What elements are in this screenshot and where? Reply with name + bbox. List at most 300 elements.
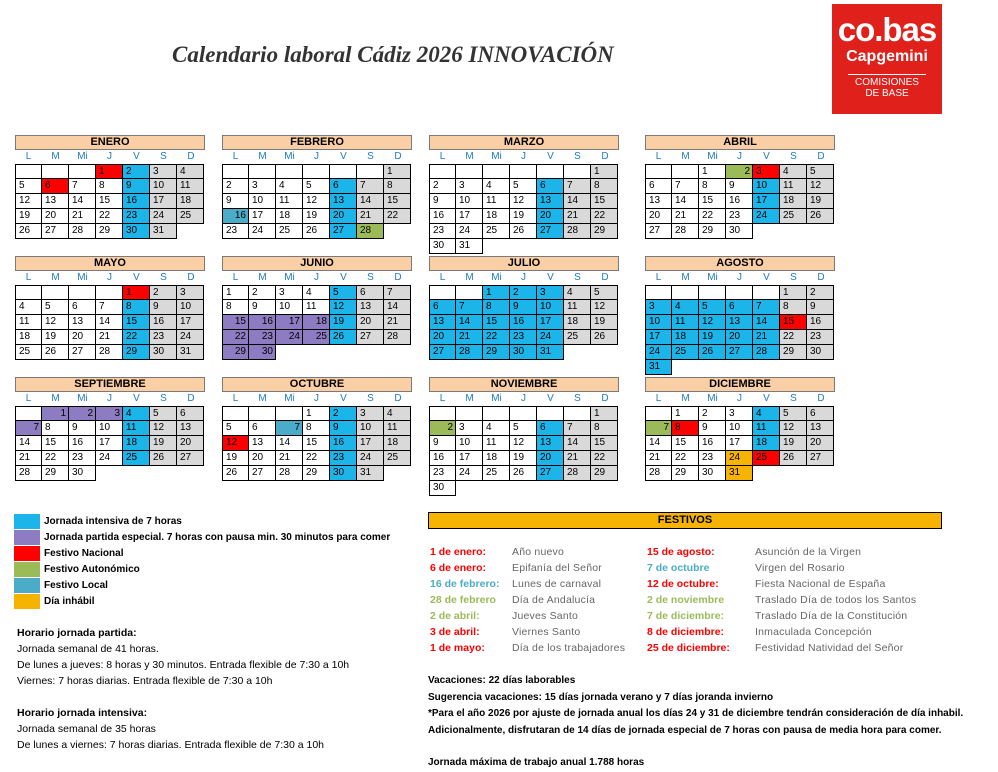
day-cell: 8 — [699, 179, 726, 194]
day-cell: 15 — [591, 436, 618, 451]
day-cell: 16 — [249, 315, 276, 330]
day-cell: 20 — [330, 209, 357, 224]
week-row — [15, 451, 205, 466]
day-cell: 23 — [69, 451, 96, 466]
month-name: MARZO — [429, 135, 619, 150]
day-cell: 24 — [456, 466, 483, 481]
day-cell: 30 — [330, 466, 357, 481]
day-cell: 5 — [15, 179, 42, 194]
day-cell: 17 — [357, 436, 384, 451]
day-cell: 25 — [780, 209, 807, 224]
day-cell: 15 — [591, 194, 618, 209]
day-cell: 3 — [276, 285, 303, 300]
day-cell: 7 — [384, 285, 411, 300]
week-row — [15, 224, 205, 239]
month-name: DICIEMBRE — [645, 377, 835, 392]
day-cell: 4 — [753, 406, 780, 421]
festivo-item: 25 de diciembre: Festividad Natividad del Señor — [647, 642, 904, 654]
day-cell: 8 — [591, 179, 618, 194]
day-cell: 26 — [591, 330, 618, 345]
day-cell: 23 — [429, 466, 456, 481]
day-cell: 22 — [672, 451, 699, 466]
day-cell: 18 — [780, 194, 807, 209]
week-row — [645, 300, 835, 315]
week-row — [429, 239, 619, 254]
day-cell: 5 — [510, 421, 537, 436]
day-cell: 24 — [150, 209, 177, 224]
week-row — [222, 436, 412, 451]
day-cell: 19 — [807, 194, 834, 209]
day-cell: 26 — [303, 224, 330, 239]
day-cell: 12 — [303, 194, 330, 209]
day-cell: 7 — [276, 421, 303, 436]
day-cell: 13 — [726, 315, 753, 330]
month-junio — [222, 256, 412, 360]
week-row — [645, 194, 835, 209]
day-cell: 23 — [222, 224, 249, 239]
day-cell: 11 — [15, 315, 42, 330]
day-cell: 9 — [699, 421, 726, 436]
day-cell: 5 — [591, 285, 618, 300]
notes: Vacaciones: 22 días laborables Sugerencia vacaciones: 15 días jornada verano y 7 días joranda invierno *Para el año 2026 por ajuste de jornada anual los días 24 y 31 de diciembre tendrán consideración de día inhabil. Adicionalmente, disfrutaran de 14 días de jornada especial de 7 horas con pausa de media hora para comer. Jornada máxima de trabajo anual 1.788 horas — [428, 675, 964, 768]
day-cell: 7 — [564, 179, 591, 194]
week-row — [429, 194, 619, 209]
day-cell: 5 — [780, 406, 807, 421]
day-cell: 5 — [510, 179, 537, 194]
month-noviembre — [429, 377, 619, 496]
week-row — [429, 315, 619, 330]
day-cell: 16 — [726, 194, 753, 209]
day-cell: 9 — [222, 194, 249, 209]
day-cell: 16 — [150, 315, 177, 330]
day-cell: 20 — [807, 436, 834, 451]
day-cell: 29 — [591, 224, 618, 239]
weekday-header: L M Mi J V S D — [232, 272, 402, 283]
week-row — [429, 330, 619, 345]
day-cell: 1 — [591, 406, 618, 421]
day-cell: 7 — [672, 179, 699, 194]
festivo-item: 8 de diciembre: Inmaculada Concepción — [647, 626, 872, 638]
day-cell: 31 — [726, 466, 753, 481]
day-cell: 7 — [753, 300, 780, 315]
day-cell: 13 — [177, 421, 204, 436]
day-cell: 7 — [645, 421, 672, 436]
month-name: JULIO — [429, 256, 619, 271]
day-cell: 9 — [726, 179, 753, 194]
day-cell: 26 — [330, 330, 357, 345]
day-cell: 18 — [483, 451, 510, 466]
day-cell: 31 — [456, 239, 483, 254]
day-cell: 27 — [42, 224, 69, 239]
festivo-item: 2 de noviembre Traslado Día de todos los Santos — [647, 594, 917, 606]
day-cell: 26 — [150, 451, 177, 466]
festivo-item: 12 de octubre: Fiesta Nacional de España — [647, 578, 886, 590]
week-row — [15, 466, 205, 481]
day-cell: 6 — [249, 421, 276, 436]
day-cell: 27 — [537, 466, 564, 481]
day-cell: 3 — [753, 164, 780, 179]
day-cell: 5 — [699, 300, 726, 315]
day-cell: 29 — [699, 224, 726, 239]
day-cell: 3 — [150, 164, 177, 179]
day-cell: 8 — [780, 300, 807, 315]
day-cell: 2 — [222, 179, 249, 194]
week-row — [15, 194, 205, 209]
day-cell: 12 — [150, 421, 177, 436]
day-cell: 5 — [150, 406, 177, 421]
day-cell: 6 — [807, 406, 834, 421]
week-row — [15, 330, 205, 345]
day-cell: 26 — [222, 466, 249, 481]
week-row — [645, 466, 835, 481]
day-cell: 25 — [15, 345, 42, 360]
week-row — [222, 194, 412, 209]
day-cell: 21 — [753, 330, 780, 345]
day-cell: 4 — [303, 285, 330, 300]
day-cell: 27 — [249, 466, 276, 481]
day-cell: 9 — [249, 300, 276, 315]
day-cell: 26 — [807, 209, 834, 224]
day-cell: 10 — [645, 315, 672, 330]
day-cell: 11 — [483, 194, 510, 209]
day-cell: 6 — [429, 300, 456, 315]
day-cell: 19 — [330, 315, 357, 330]
week-row — [429, 421, 619, 436]
day-cell: 11 — [384, 421, 411, 436]
day-cell: 18 — [483, 209, 510, 224]
day-cell: 29 — [96, 224, 123, 239]
week-row — [429, 209, 619, 224]
festivo-item: 6 de enero: Epifanía del Señor — [430, 562, 602, 574]
day-cell: 27 — [429, 345, 456, 360]
month-name: NOVIEMBRE — [429, 377, 619, 392]
legend-item: Festivo Nacional — [14, 545, 390, 561]
day-cell: 24 — [249, 224, 276, 239]
day-cell: 4 — [483, 179, 510, 194]
day-cell: 4 — [564, 285, 591, 300]
day-cell: 17 — [726, 436, 753, 451]
day-cell: 6 — [357, 285, 384, 300]
day-cell: 30 — [69, 466, 96, 481]
day-cell: 12 — [807, 179, 834, 194]
day-cell: 3 — [645, 300, 672, 315]
day-cell: 2 — [807, 285, 834, 300]
day-cell: 21 — [384, 315, 411, 330]
week-row — [15, 406, 205, 421]
day-cell: 4 — [15, 300, 42, 315]
day-cell: 6 — [69, 300, 96, 315]
day-cell: 5 — [303, 179, 330, 194]
day-cell: 20 — [537, 451, 564, 466]
festivo-item: 1 de enero: Año nuevo — [430, 546, 565, 558]
weekday-header: L M Mi J V S D — [232, 151, 402, 162]
day-cell: 24 — [645, 345, 672, 360]
week-row — [645, 224, 835, 239]
day-cell: 14 — [96, 315, 123, 330]
day-cell: 15 — [384, 194, 411, 209]
day-cell: 18 — [177, 194, 204, 209]
day-cell: 27 — [645, 224, 672, 239]
day-cell: 6 — [177, 406, 204, 421]
day-cell: 1 — [672, 406, 699, 421]
day-cell: 20 — [69, 330, 96, 345]
day-cell: 4 — [177, 164, 204, 179]
festivo-item: 7 de octubre Virgen del Rosario — [647, 562, 845, 574]
day-cell: 25 — [483, 466, 510, 481]
day-cell: 22 — [303, 451, 330, 466]
week-row — [15, 436, 205, 451]
day-cell: 11 — [672, 315, 699, 330]
day-cell: 11 — [276, 194, 303, 209]
day-cell: 19 — [150, 436, 177, 451]
day-cell: 17 — [249, 209, 276, 224]
day-cell: 20 — [42, 209, 69, 224]
day-cell: 24 — [96, 451, 123, 466]
day-cell: 30 — [123, 224, 150, 239]
day-cell: 10 — [249, 194, 276, 209]
day-cell: 9 — [69, 421, 96, 436]
day-cell: 21 — [672, 209, 699, 224]
day-cell: 10 — [456, 194, 483, 209]
day-cell: 26 — [15, 224, 42, 239]
day-cell: 28 — [564, 466, 591, 481]
day-cell: 14 — [672, 194, 699, 209]
day-cell: 6 — [42, 179, 69, 194]
day-cell: 9 — [429, 436, 456, 451]
legend — [14, 513, 390, 609]
day-cell: 16 — [429, 209, 456, 224]
day-cell: 8 — [96, 179, 123, 194]
day-cell: 22 — [384, 209, 411, 224]
day-cell: 22 — [591, 209, 618, 224]
week-row — [222, 300, 412, 315]
day-cell: 20 — [726, 330, 753, 345]
day-cell: 1 — [123, 285, 150, 300]
day-cell: 17 — [456, 209, 483, 224]
day-cell: 22 — [591, 451, 618, 466]
day-cell: 29 — [672, 466, 699, 481]
week-row — [15, 164, 205, 179]
week-row — [645, 406, 835, 421]
day-cell: 8 — [483, 300, 510, 315]
day-cell: 27 — [807, 451, 834, 466]
day-cell: 17 — [96, 436, 123, 451]
day-cell: 27 — [726, 345, 753, 360]
day-cell: 19 — [591, 315, 618, 330]
day-cell: 13 — [69, 315, 96, 330]
weekday-header: L M Mi J V S D — [439, 151, 609, 162]
week-row — [645, 164, 835, 179]
day-cell: 11 — [123, 421, 150, 436]
day-cell: 9 — [150, 300, 177, 315]
day-cell: 17 — [645, 330, 672, 345]
month-name: FEBRERO — [222, 135, 412, 150]
day-cell: 12 — [42, 315, 69, 330]
day-cell: 22 — [780, 330, 807, 345]
day-cell: 4 — [483, 421, 510, 436]
day-cell: 25 — [483, 224, 510, 239]
day-cell: 2 — [249, 285, 276, 300]
day-cell: 12 — [330, 300, 357, 315]
day-cell: 17 — [456, 451, 483, 466]
legend-item: Jornada intensiva de 7 horas — [14, 513, 390, 529]
day-cell: 12 — [780, 421, 807, 436]
day-cell: 15 — [483, 315, 510, 330]
day-cell: 12 — [510, 436, 537, 451]
day-cell: 15 — [123, 315, 150, 330]
week-row — [429, 451, 619, 466]
day-cell: 29 — [123, 345, 150, 360]
day-cell: 26 — [780, 451, 807, 466]
month-agosto — [645, 256, 835, 375]
day-cell: 8 — [303, 421, 330, 436]
logo-line4: DE BASE — [865, 88, 909, 99]
month-name: ENERO — [15, 135, 205, 150]
day-cell: 21 — [15, 451, 42, 466]
day-cell: 6 — [645, 179, 672, 194]
day-cell: 23 — [330, 451, 357, 466]
day-cell: 26 — [510, 466, 537, 481]
day-cell: 28 — [564, 224, 591, 239]
day-cell: 15 — [699, 194, 726, 209]
day-cell: 21 — [96, 330, 123, 345]
day-cell: 31 — [645, 360, 672, 375]
day-cell: 10 — [726, 421, 753, 436]
day-cell: 6 — [537, 421, 564, 436]
day-cell: 30 — [249, 345, 276, 360]
weekday-header: L M Mi J V S D — [439, 393, 609, 404]
day-cell: 22 — [123, 330, 150, 345]
day-cell: 11 — [753, 421, 780, 436]
day-cell: 20 — [537, 209, 564, 224]
week-row — [429, 436, 619, 451]
festivo-item: 2 de abril: Jueves Santo — [430, 610, 579, 622]
day-cell: 16 — [510, 315, 537, 330]
week-row — [222, 345, 412, 360]
day-cell: 10 — [357, 421, 384, 436]
day-cell: 20 — [177, 436, 204, 451]
festivos-header: FESTIVOS — [428, 512, 942, 529]
day-cell: 13 — [357, 300, 384, 315]
day-cell: 21 — [276, 451, 303, 466]
day-cell: 25 — [672, 345, 699, 360]
day-cell: 3 — [456, 421, 483, 436]
day-cell: 28 — [69, 224, 96, 239]
day-cell: 30 — [699, 466, 726, 481]
logo-line2: Capgemini — [846, 48, 928, 65]
day-cell: 11 — [177, 179, 204, 194]
day-cell: 2 — [150, 285, 177, 300]
day-cell: 25 — [276, 224, 303, 239]
day-cell: 3 — [357, 406, 384, 421]
festivo-item: 15 de agosto: Asunción de la Virgen — [647, 546, 862, 558]
festivo-item: 28 de febrero Día de Andalucía — [430, 594, 596, 606]
day-cell: 31 — [150, 224, 177, 239]
day-cell: 29 — [780, 345, 807, 360]
week-row — [15, 345, 205, 360]
month-julio — [429, 256, 619, 360]
week-row — [222, 285, 412, 300]
day-cell: 10 — [96, 421, 123, 436]
day-cell: 5 — [330, 285, 357, 300]
week-row — [645, 360, 835, 375]
week-row — [429, 224, 619, 239]
weekday-header: L M Mi J V S D — [25, 393, 195, 404]
month-septiembre — [15, 377, 205, 481]
day-cell: 10 — [537, 300, 564, 315]
day-cell: 24 — [357, 451, 384, 466]
day-cell: 22 — [699, 209, 726, 224]
weekday-header: L M Mi J V S D — [655, 272, 825, 283]
day-cell: 7 — [564, 421, 591, 436]
week-row — [429, 466, 619, 481]
day-cell: 3 — [96, 406, 123, 421]
week-row — [645, 209, 835, 224]
day-cell: 21 — [357, 209, 384, 224]
week-row — [429, 406, 619, 421]
day-cell: 6 — [726, 300, 753, 315]
horario-partida: Horario jornada partida: Jornada semanal de 41 horas. De lunes a jueves: 8 horas y 30 minutos. Entrada flexible de 7:30 a 10h Viernes: 7 horas diarias. Entrada flexible de 7:30 a 10h — [17, 627, 350, 687]
page-title: Calendario laboral Cádiz 2026 INNOVACIÓN — [172, 42, 614, 67]
festivo-item: 7 de diciembre: Traslado Día de la Constitución — [647, 610, 908, 622]
day-cell: 21 — [564, 209, 591, 224]
day-cell: 30 — [510, 345, 537, 360]
week-row — [15, 300, 205, 315]
day-cell: 4 — [780, 164, 807, 179]
day-cell: 16 — [123, 194, 150, 209]
day-cell: 29 — [303, 466, 330, 481]
day-cell: 14 — [276, 436, 303, 451]
day-cell: 13 — [330, 194, 357, 209]
day-cell: 4 — [672, 300, 699, 315]
week-row — [645, 451, 835, 466]
weekday-header: L M Mi J V S D — [439, 272, 609, 283]
day-cell: 26 — [510, 224, 537, 239]
day-cell: 2 — [69, 406, 96, 421]
day-cell: 10 — [456, 436, 483, 451]
day-cell: 19 — [42, 330, 69, 345]
day-cell: 19 — [510, 209, 537, 224]
day-cell: 12 — [699, 315, 726, 330]
week-row — [645, 179, 835, 194]
day-cell: 18 — [753, 436, 780, 451]
day-cell: 30 — [726, 224, 753, 239]
day-cell: 9 — [807, 300, 834, 315]
day-cell: 2 — [699, 406, 726, 421]
day-cell: 4 — [276, 179, 303, 194]
day-cell: 14 — [384, 300, 411, 315]
month-name: AGOSTO — [645, 256, 835, 271]
week-row — [222, 330, 412, 345]
day-cell: 23 — [807, 330, 834, 345]
week-row — [429, 164, 619, 179]
day-cell: 23 — [249, 330, 276, 345]
day-cell: 11 — [564, 300, 591, 315]
day-cell: 30 — [807, 345, 834, 360]
day-cell: 24 — [753, 209, 780, 224]
month-enero — [15, 135, 205, 239]
day-cell: 10 — [150, 179, 177, 194]
day-cell: 18 — [276, 209, 303, 224]
week-row — [222, 466, 412, 481]
week-row — [15, 209, 205, 224]
day-cell: 25 — [384, 451, 411, 466]
day-cell: 1 — [780, 285, 807, 300]
logo-line3: COMISIONES — [855, 77, 919, 88]
week-row — [15, 285, 205, 300]
day-cell: 3 — [249, 179, 276, 194]
day-cell: 13 — [645, 194, 672, 209]
